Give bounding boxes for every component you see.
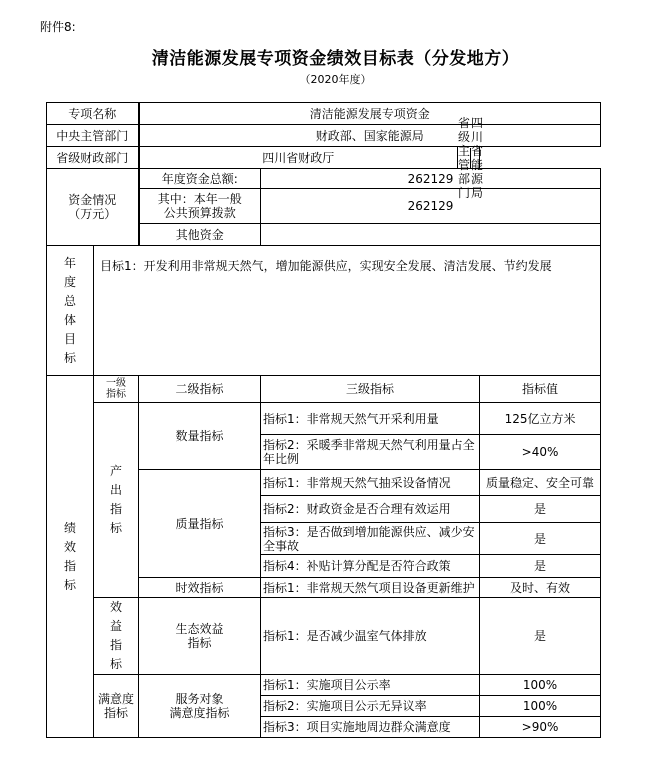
indicator-name: 指标1：非常规天然气开采利用量 — [261, 403, 480, 435]
goal-text: 目标1：开发利用非常规天然气，增加能源供应，实现安全发展、清洁发展、节约发展 — [94, 246, 601, 376]
goal-label-char: 目 — [63, 331, 76, 346]
central-dept-row — [47, 125, 601, 147]
benefit-label-char: 指 — [110, 638, 123, 652]
province-row — [47, 147, 601, 169]
prov-finance-value: 四川省财政厅 — [139, 147, 458, 169]
perf-label-char: 标 — [63, 577, 76, 592]
indicator-value: 125亿立方米 — [480, 403, 601, 435]
quantity-label: 数量指标 — [139, 403, 261, 470]
indicator-value: 是 — [480, 496, 601, 523]
attachment-label: 附件8: — [40, 20, 76, 34]
header-level1 — [94, 376, 139, 403]
funds-budget-label-line1: 其中：本年一般 — [157, 192, 242, 206]
funds-other-value — [261, 224, 601, 246]
indicator-name: 指标3：项目实施地周边群众满意度 — [261, 717, 480, 738]
quality-label: 质量指标 — [139, 470, 261, 578]
prov-finance-label: 省级财政部门 — [47, 147, 139, 169]
indicator-value: 是 — [480, 523, 601, 555]
goal-label-char: 总 — [63, 293, 76, 308]
indicator-name: 指标2：财政资金是否合理有效运用 — [261, 496, 480, 523]
indicator-name: 指标3：是否做到增加能源供应、减少安全事故 — [261, 523, 480, 555]
header-level3: 三级指标 — [261, 376, 480, 403]
table-row — [47, 403, 601, 435]
fund-name-row — [47, 103, 601, 125]
indicator-name: 指标4：补贴计算分配是否符合政策 — [261, 555, 480, 578]
service-label-line2: 满意度指标 — [169, 706, 230, 720]
benefit-label-char: 益 — [110, 619, 123, 633]
table-row — [47, 598, 601, 675]
funds-label-line1: 资金情况 — [68, 193, 117, 207]
indicator-value: >90% — [480, 717, 601, 738]
benefit-label-char: 标 — [110, 657, 123, 671]
central-dept-label: 中央主管部门 — [47, 125, 139, 147]
indicator-value: 是 — [480, 598, 601, 675]
funds-label-line2: （万元） — [68, 207, 117, 221]
output-label-char: 指 — [110, 502, 123, 516]
prov-dept-label: 省级主管部门 — [458, 115, 471, 200]
satisfaction-label-line1: 满意度 — [98, 692, 135, 706]
service-label — [139, 675, 261, 738]
funds-budget-value: 262129 — [261, 189, 601, 224]
header-level1-line1: 一级 — [106, 378, 126, 389]
output-label-char: 出 — [110, 483, 123, 497]
table-row — [47, 675, 601, 696]
indicator-value: 100% — [480, 696, 601, 717]
funds-total-label: 年度资金总额: — [139, 169, 261, 189]
prov-dept-value: 四川省能源局 — [471, 115, 484, 200]
year-subtitle: （2020年度） — [299, 73, 372, 86]
perf-header-row — [47, 376, 601, 403]
indicator-value: 质量稳定、安全可靠 — [480, 470, 601, 496]
indicator-name: 指标1：非常规天然气项目设备更新维护 — [261, 578, 480, 598]
indicator-name: 指标1：实施项目公示率 — [261, 675, 480, 696]
eco-label-line2: 指标 — [187, 636, 212, 650]
perf-label — [47, 376, 94, 738]
benefit-label — [94, 598, 139, 675]
service-label-line1: 服务对象 — [175, 692, 224, 706]
goal-label-char: 年 — [63, 255, 76, 270]
benefit-label-char: 效 — [110, 600, 123, 614]
goal-label-char: 体 — [63, 312, 76, 327]
eco-label — [139, 598, 261, 675]
indicator-name: 指标2：采暖季非常规天然气利用量占全年比例 — [261, 435, 480, 470]
goal-row — [47, 246, 601, 376]
fund-name-value: 清洁能源发展专项资金 — [139, 103, 601, 125]
indicator-value: 100% — [480, 675, 601, 696]
goal-label-char: 度 — [63, 274, 76, 289]
header-value: 指标值 — [480, 376, 601, 403]
indicator-value: 及时、有效 — [480, 578, 601, 598]
perf-label-char: 指 — [63, 558, 76, 573]
performance-target-table — [46, 102, 601, 738]
satisfaction-label-line2: 指标 — [104, 706, 129, 720]
output-label — [94, 403, 139, 598]
indicator-value: >40% — [480, 435, 601, 470]
indicator-name: 指标1：是否减少温室气体排放 — [261, 598, 480, 675]
funds-budget-label-line2: 公共预算拨款 — [163, 206, 236, 220]
funds-total-row — [47, 169, 601, 189]
header-level2: 二级指标 — [139, 376, 261, 403]
timeliness-label: 时效指标 — [139, 578, 261, 598]
funds-label — [47, 169, 139, 246]
goal-label — [47, 246, 94, 376]
funds-budget-label — [139, 189, 261, 224]
funds-other-label: 其他资金 — [139, 224, 261, 246]
page-title: 清洁能源发展专项资金绩效目标表（分发地方） — [151, 49, 520, 69]
central-dept-value: 财政部、国家能源局 — [139, 125, 601, 147]
prov-dept-cell — [458, 115, 484, 200]
indicator-value: 是 — [480, 555, 601, 578]
indicator-name: 指标2：实施项目公示无异议率 — [261, 696, 480, 717]
perf-label-char: 绩 — [63, 520, 76, 535]
perf-label-char: 效 — [63, 539, 76, 554]
goal-label-char: 标 — [63, 350, 76, 365]
output-label-char: 标 — [110, 521, 123, 535]
eco-label-line1: 生态效益 — [175, 622, 224, 636]
funds-total-value: 262129 — [261, 169, 601, 189]
satisfaction-label — [94, 675, 139, 738]
indicator-name: 指标1：非常规天然气抽采设备情况 — [261, 470, 480, 496]
output-label-char: 产 — [110, 464, 123, 478]
fund-name-label: 专项名称 — [47, 103, 139, 125]
header-level1-line2: 指标 — [106, 389, 126, 400]
